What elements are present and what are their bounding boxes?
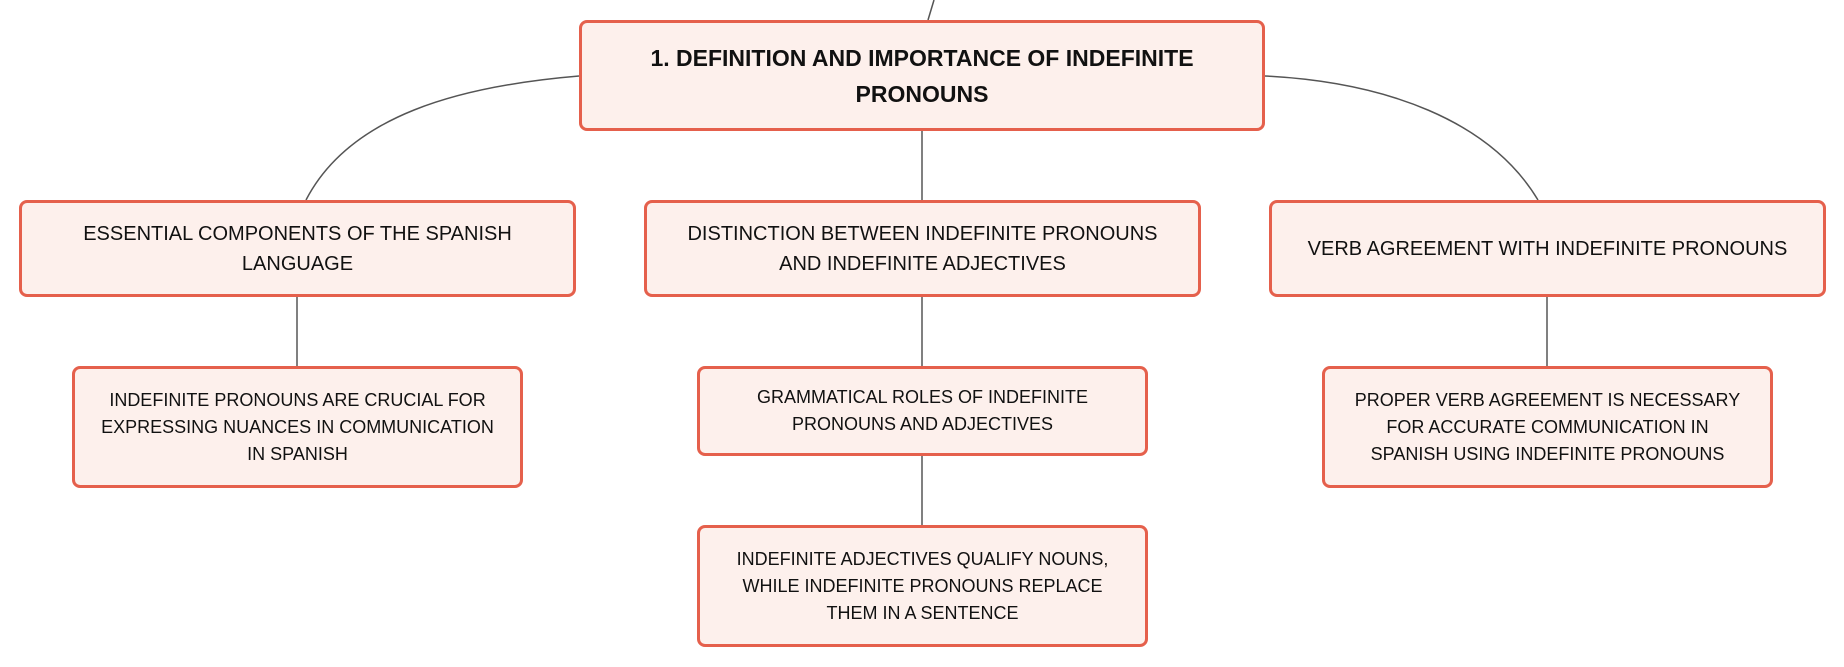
connector-parent-to-root — [928, 0, 934, 20]
leaf-label: GRAMMATICAL ROLES OF INDEFINITE PRONOUNS AND ADJECTIVES — [756, 387, 1089, 434]
branch-node-verb-agreement[interactable] — [1269, 200, 1826, 297]
branch-node-essential-components[interactable] — [19, 200, 576, 297]
leaf-node-grammatical-roles[interactable] — [697, 366, 1148, 456]
leaf-node-qualify-vs-replace[interactable] — [697, 525, 1148, 647]
leaf-label: PROPER VERB AGREEMENT IS NECESSARY FOR ACCURATE COMMUNICATION IN SPANISH USING INDEFINITE PRONOUNS — [1354, 389, 1741, 464]
leaf-label: INDEFINITE PRONOUNS ARE CRUCIAL FOR EXPRESSING NUANCES IN COMMUNICATION IN SPANISH — [101, 389, 494, 464]
branch-node-distinction[interactable] — [644, 200, 1201, 297]
branch-label: ESSENTIAL COMPONENTS OF THE SPANISH LANGUAGE — [83, 222, 512, 275]
leaf-node-nuances[interactable] — [72, 366, 523, 488]
branch-label: VERB AGREEMENT WITH INDEFINITE PRONOUNS — [1307, 237, 1788, 260]
connector-root-to-left-branch — [306, 76, 579, 200]
leaf-label: INDEFINITE ADJECTIVES QUALIFY NOUNS, WHILE INDEFINITE PRONOUNS REPLACE THEM IN A SENTENCE — [736, 548, 1109, 623]
branch-label: DISTINCTION BETWEEN INDEFINITE PRONOUNS AND INDEFINITE ADJECTIVES — [687, 222, 1158, 275]
root-topic-node[interactable] — [579, 20, 1265, 131]
root-topic-label: 1. DEFINITION AND IMPORTANCE OF INDEFINITE PRONOUNS — [650, 44, 1194, 107]
leaf-node-accurate-communication[interactable] — [1322, 366, 1773, 488]
connector-root-to-right-branch — [1265, 76, 1538, 200]
